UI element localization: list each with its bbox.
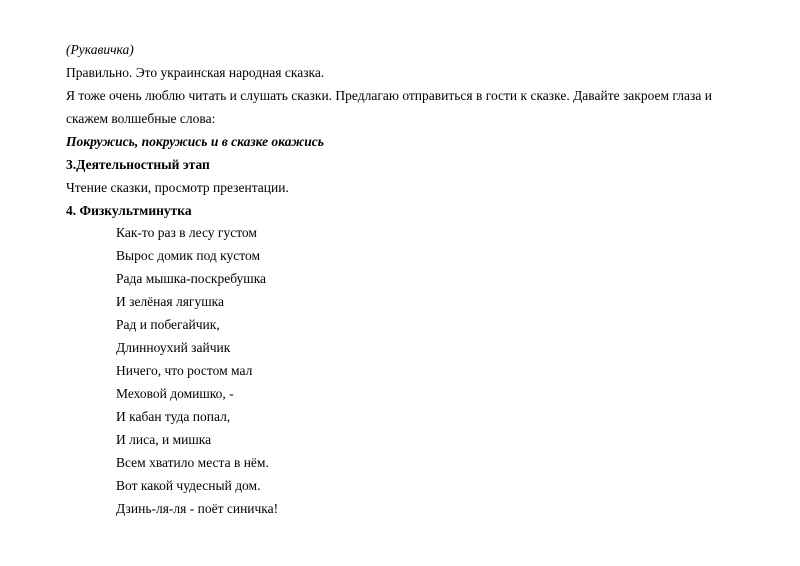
paragraph-title-hint: (Рукавичка): [66, 42, 134, 57]
poem-line: И зелёная лягушка: [116, 294, 224, 309]
poem-line: Вырос домик под кустом: [116, 248, 261, 263]
poem: [116, 225, 278, 524]
poem-line: И лиса, и мишка: [116, 432, 212, 447]
paragraph-reading: Чтение сказки, просмотр презентации.: [66, 180, 289, 195]
poem-line: Рад и побегайчик,: [116, 317, 220, 332]
poem-line: Дзинь-ля-ля - поёт синичка!: [116, 501, 279, 516]
poem-line: Рада мышка-поскребушка: [116, 271, 267, 286]
poem-line: Ничего, что ростом мал: [116, 363, 253, 378]
poem-line: Всем хватило места в нём.: [116, 455, 269, 470]
poem-line: И кабан туда попал,: [116, 409, 231, 424]
section-heading-activity: 3.Деятельностный этап: [66, 157, 210, 172]
paragraph-invite-line-1: Я тоже очень люблю читать и слушать сказки. Предлагаю отправиться в гости к сказке. Давайте закроем глаза и: [66, 88, 712, 103]
poem-line: Вот какой чудесный дом.: [116, 478, 261, 493]
poem-line: Длинноухий зайчик: [116, 340, 231, 355]
paragraph-answer: Правильно. Это украинская народная сказка.: [66, 65, 325, 80]
paragraph-invite-line-2: скажем волшебные слова:: [66, 111, 216, 126]
magic-words: Покружись, покружись и в сказке окажись: [66, 134, 324, 149]
poem-line: Меховой домишко, -: [116, 386, 234, 401]
section-heading-exercise: 4. Физкультминутка: [66, 203, 192, 218]
poem-line: Как-то раз в лесу густом: [116, 225, 257, 240]
